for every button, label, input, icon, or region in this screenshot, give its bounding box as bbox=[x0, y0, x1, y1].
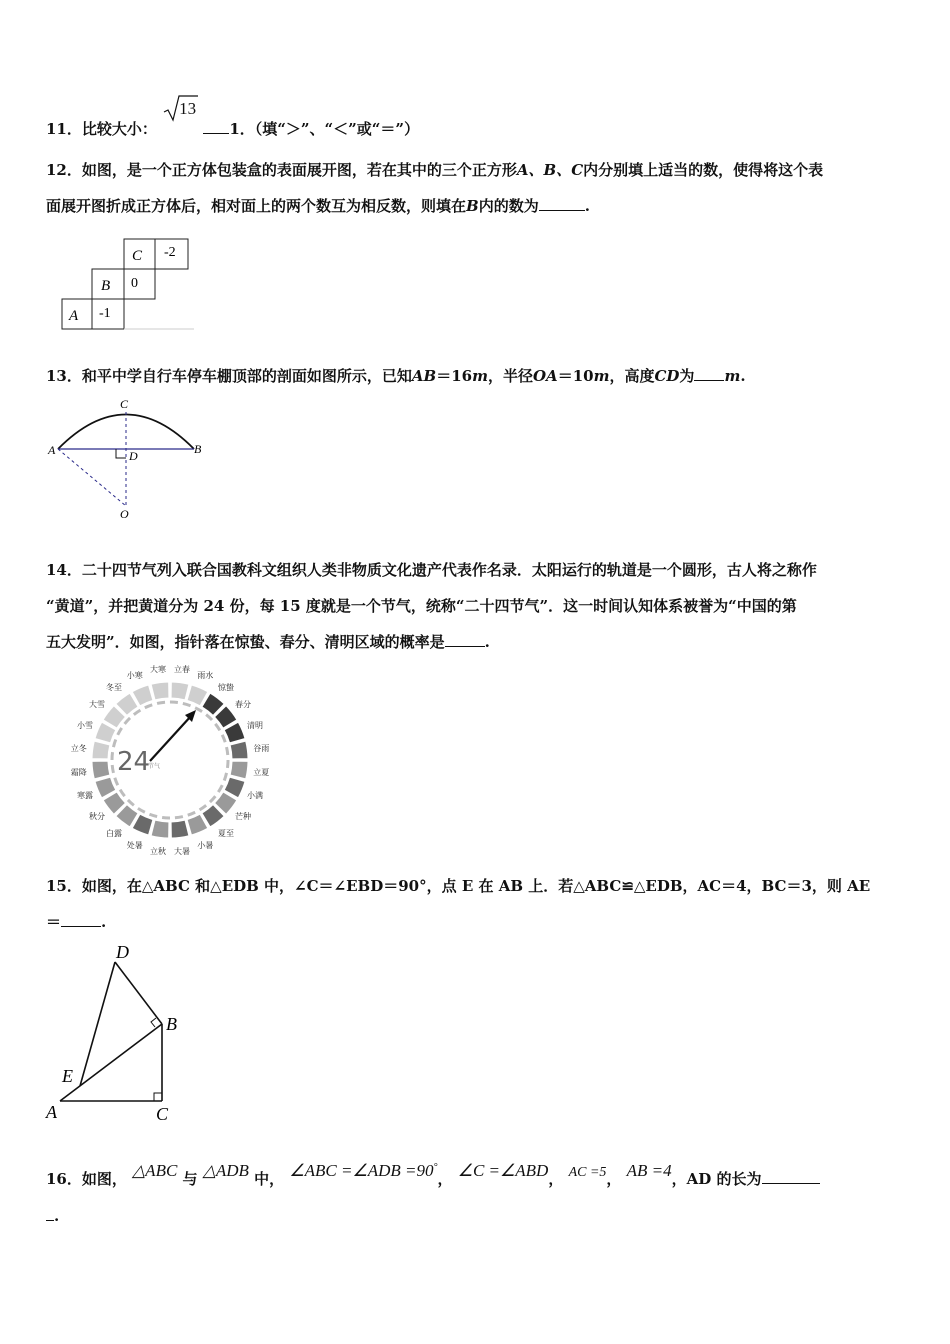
question-11 bbox=[46, 99, 908, 147]
q16-triangle-adb: △ADB bbox=[202, 1161, 249, 1180]
question-14 bbox=[46, 552, 908, 660]
term-label: 寒露 bbox=[77, 791, 94, 801]
term-label: 小寒 bbox=[126, 671, 143, 681]
q16-with: 与 bbox=[182, 1170, 198, 1188]
q16-comma-3: ， bbox=[606, 1170, 622, 1188]
q16-comma-1: ， bbox=[437, 1170, 453, 1188]
label-c: C bbox=[120, 397, 129, 411]
q13-text-e: ，高度 bbox=[609, 367, 655, 385]
q16-end: . bbox=[54, 1207, 60, 1225]
right-angle-b bbox=[151, 1018, 156, 1027]
q13-m2: m bbox=[593, 367, 610, 385]
q13-text-a: 和平中学自行车停车棚顶部的剖面如图所示，已知 bbox=[81, 367, 412, 385]
term-label: 大寒 bbox=[149, 664, 166, 674]
q12-letters: A、B、C bbox=[516, 161, 584, 179]
segment-5 bbox=[230, 761, 248, 779]
term-label: 大暑 bbox=[174, 847, 191, 857]
term-label: 立夏 bbox=[253, 768, 270, 778]
term-label: 立春 bbox=[174, 664, 191, 674]
q13-end: . bbox=[740, 367, 746, 385]
q13-answer-blank[interactable] bbox=[694, 362, 724, 381]
term-label: 秋分 bbox=[89, 812, 106, 822]
term-label: 冬至 bbox=[105, 683, 122, 693]
segment-11 bbox=[151, 820, 169, 838]
q13-oa: OA bbox=[532, 367, 558, 385]
right-angle-mark bbox=[116, 449, 126, 458]
q16-degree: ° bbox=[433, 1162, 438, 1173]
right-angle-c bbox=[154, 1093, 162, 1101]
q13-unit: m bbox=[724, 367, 741, 385]
term-label: 惊蛰 bbox=[218, 683, 235, 693]
term-label: 小雪 bbox=[77, 720, 94, 730]
q13-text-c: ，半径 bbox=[487, 367, 533, 385]
question-15 bbox=[46, 868, 908, 940]
pointer-arrow bbox=[150, 716, 191, 761]
q14-number: 14． bbox=[46, 561, 82, 579]
label-o: O bbox=[120, 507, 129, 521]
q15-end: . bbox=[101, 913, 107, 931]
q16-triangle-abc: △ABC bbox=[132, 1161, 178, 1180]
term-label: 芒种 bbox=[234, 812, 251, 822]
q12-number: 12． bbox=[46, 161, 82, 179]
q13-cd: CD bbox=[654, 367, 680, 385]
segment-22 bbox=[151, 682, 169, 700]
term-label: 夏至 bbox=[218, 828, 235, 838]
q13-text-f: 为 bbox=[679, 367, 695, 385]
segment-10 bbox=[171, 820, 189, 838]
q16-angle-c-equation: ∠C =∠ABD bbox=[457, 1161, 549, 1180]
q13-text-b: ＝16 bbox=[436, 367, 473, 385]
q11-rhs: 1． bbox=[229, 120, 255, 138]
q11-suffix: （填“＞”、“＜”或“＝”） bbox=[254, 120, 420, 138]
q15-line2-a: ＝ bbox=[46, 913, 62, 931]
q14-answer-blank[interactable] bbox=[445, 628, 485, 647]
segment-17 bbox=[92, 741, 110, 759]
segment-16 bbox=[92, 761, 110, 779]
net-label-minus2: -2 bbox=[164, 245, 176, 260]
term-label: 立秋 bbox=[149, 847, 166, 857]
segment-4 bbox=[230, 741, 248, 759]
triangle-figure bbox=[40, 938, 200, 1124]
term-label: 清明 bbox=[246, 720, 263, 730]
term-label: 小满 bbox=[246, 791, 263, 801]
q15-number: 15． bbox=[46, 877, 82, 895]
question-16 bbox=[46, 1160, 908, 1231]
q16-number: 16．如图， bbox=[46, 1170, 127, 1188]
solar-terms-wheel bbox=[40, 662, 280, 858]
term-label: 小暑 bbox=[197, 840, 214, 850]
side-ab bbox=[60, 1024, 162, 1101]
q12-line1-b: 内分别填上适当的数，使得将这个表 bbox=[583, 161, 824, 179]
center-number: 24 bbox=[117, 747, 151, 777]
term-label: 大雪 bbox=[89, 699, 106, 709]
cube-net-figure bbox=[58, 236, 198, 332]
term-label: 处暑 bbox=[126, 840, 143, 850]
q16-angle-equation: ∠ABC =∠ADB =90 bbox=[289, 1161, 434, 1180]
center-caption: 节气 bbox=[148, 764, 161, 770]
q15-answer-blank[interactable] bbox=[61, 908, 101, 927]
net-label-c: C bbox=[132, 248, 143, 264]
q13-ab: AB bbox=[411, 367, 437, 385]
label-a: A bbox=[48, 443, 56, 457]
net-label-0: 0 bbox=[131, 276, 138, 291]
q13-text-d: ＝10 bbox=[557, 367, 594, 385]
q12-line1-a: 如图，是一个正方体包装盒的表面展开图，若在其中的三个正方形 bbox=[81, 161, 517, 179]
term-label: 立冬 bbox=[70, 743, 87, 753]
term-label: 雨水 bbox=[197, 671, 214, 681]
q14-end: . bbox=[484, 633, 490, 651]
sqrt-expression bbox=[162, 99, 198, 136]
question-12: 12．如图，是一个正方体包装盒的表面展开图，若在其中的三个正方形A、B、C内分别填上适当的数，使得将这个表 面展开图折成正方体后，相对面上的两个数互为相反数，则填在B内的数为 . bbox=[46, 161, 824, 215]
label-d: D bbox=[129, 449, 138, 463]
arc-figure bbox=[44, 394, 214, 524]
q14-line2: “黄道”，并把黄道分为 24 份，每 15 度就是一个节气，统称“二十四节气”．这一时间认知体系被誉为“中国的第 bbox=[46, 597, 797, 615]
q16-comma-2: ， bbox=[548, 1170, 564, 1188]
q16-answer-blank[interactable] bbox=[762, 1165, 820, 1184]
net-cell-0 bbox=[124, 269, 155, 299]
q16-tail: ，AD 的长为 bbox=[671, 1170, 762, 1188]
q16-answer-blank-continued[interactable] bbox=[46, 1202, 54, 1221]
question-13 bbox=[46, 358, 908, 394]
side-de bbox=[80, 962, 115, 1086]
label-b: B bbox=[194, 442, 202, 456]
label-b: B bbox=[166, 1014, 177, 1034]
segment-23 bbox=[171, 682, 189, 700]
label-e: E bbox=[62, 1066, 73, 1086]
net-label-b: B bbox=[101, 278, 111, 294]
q12-line2-b: 内的数为 bbox=[478, 197, 539, 215]
net-label-minus1: -1 bbox=[99, 306, 111, 321]
side-db bbox=[115, 962, 162, 1024]
term-label: 谷雨 bbox=[253, 743, 270, 753]
term-label: 霜降 bbox=[70, 768, 87, 778]
q15-line1: 如图，在△ABC 和△EDB 中，∠C＝∠EBD＝90°，点 E 在 AB 上．若△ABC≌△EDB，AC＝4，BC＝3，则 AE bbox=[81, 877, 871, 895]
radicand: 13 bbox=[179, 99, 197, 118]
q16-zhong: 中， bbox=[254, 1170, 285, 1188]
q13-m1: m bbox=[472, 367, 488, 385]
label-c: C bbox=[156, 1104, 169, 1124]
term-label: 白露 bbox=[105, 828, 122, 838]
label-d: D bbox=[116, 942, 129, 962]
term-label-group bbox=[71, 664, 269, 856]
q13-number: 13． bbox=[46, 367, 82, 385]
segment-group bbox=[92, 682, 248, 838]
q16-ac-value: AC =5 bbox=[568, 1165, 607, 1180]
q12-answer-blank[interactable] bbox=[539, 192, 585, 211]
q11-answer-blank[interactable] bbox=[203, 115, 229, 134]
q12-letter-b: B bbox=[466, 197, 479, 215]
q14-line3: 五大发明”．如图，指针落在惊蛰、春分、清明区域的概率是 bbox=[46, 633, 445, 651]
q12-line2-a: 面展开图折成正方体后，相对面上的两个数互为相反数，则填在 bbox=[46, 197, 467, 215]
q14-line1: 二十四节气列入联合国教科文组织人类非物质文化遗产代表作名录．太阳运行的轨道是一个圆形，古人将之称作 bbox=[81, 561, 817, 579]
q11-prefix: 比较大小： bbox=[81, 120, 157, 138]
net-label-a: A bbox=[69, 308, 79, 324]
label-a: A bbox=[46, 1102, 57, 1122]
q16-ab-value: AB =4 bbox=[626, 1161, 672, 1180]
term-label: 春分 bbox=[234, 699, 251, 709]
q11-number: 11． bbox=[46, 120, 82, 138]
